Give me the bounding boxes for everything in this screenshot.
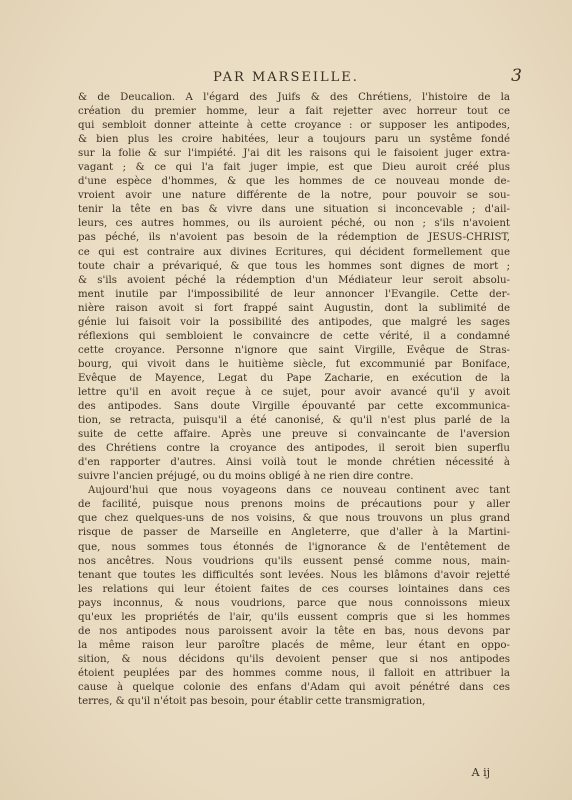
text-line: vagant ; & ce qui l'a fait juger impie, est que Dieu auroit créé plus (78, 162, 510, 174)
text-line: qui sembloit donner atteinte à cette croyance : or supposer les antipodes, (78, 120, 510, 132)
text-line: suite de cette affaire. Après une preuve si convaincante de l'aversion (78, 429, 510, 441)
text-line: nière raison avoit si fort frappé saint Augustin, dont la sublimité de (78, 302, 510, 314)
text-line: risque de passer de Marseille en Angleterre, que d'aller à la Martini- (78, 527, 510, 539)
text-line: tenir la tête en bas & vivre dans une situation si inconcevable ; d'ail- (78, 204, 510, 216)
text-line: que chez quelques-uns de nos voisins, & que nous trouvons un plus grand (78, 513, 510, 525)
text-line: d'en rapporter d'autres. Ainsi voilà tout le monde chrétien nécessité à (78, 457, 510, 469)
text-line: nos ancêtres. Nous voudrions qu'ils eussent pensé comme nous, main- (78, 555, 510, 567)
paragraph-1 (78, 91, 510, 484)
text-line: étoient peuplées par des hommes comme nous, il falloit en attribuer la (78, 667, 510, 679)
text-line: & bien plus les croire habitées, leur a toujours paru un systême fondé (78, 134, 510, 146)
text-line: pays inconnus, & nous voudrions, parce que nous connoissons mieux (78, 597, 510, 609)
text-line: réflexions qui sembloient le convaincre de cette vérité, il a condamné (78, 330, 510, 342)
running-head: PAR MARSEILLE. (213, 70, 359, 85)
text-line: que, nous sommes tous étonnés de l'ignorance & de l'entêtement de (78, 541, 510, 553)
text-line: vroient avoir une nature différente de la notre, pour pouvoir se sou- (78, 190, 510, 202)
text-line: sur la folie & sur l'impiété. J'ai dit les raisons qui le faisoient juger extra- (78, 148, 510, 160)
text-line: de nos antipodes nous paroissent avoir la tête en bas, nous devons par (78, 625, 510, 637)
text-line: cause à quelque colonie des enfans d'Adam qui avoit pénétré dans ces (78, 681, 510, 693)
text-line: des antipodes. Sans doute Virgille épouvanté par cette excommunica- (78, 401, 510, 413)
text-line: pas péché, ils n'avoient pas besoin de la rédemption de JESUS-CHRIST, (78, 232, 510, 244)
text-line: ce qui est contraire aux divines Ecritures, qui décident formellement que (78, 246, 510, 258)
paragraph-2 (78, 484, 510, 709)
text-line: tenant que toutes les difficultés sont levées. Nous les blâmons d'avoir rejetté (78, 569, 510, 581)
text-line: Aujourd'hui que nous voyageons dans ce nouveau continent avec tant (88, 485, 510, 497)
text-line: sition, & nous décidons qu'ils devoient penser que si nos antipodes (78, 653, 510, 665)
text-line: création du premier homme, leur a fait rejetter avec horreur tout ce (78, 106, 510, 118)
text-line: lettre qu'il en avoit reçue à ce sujet, pour avoir avancé qu'il y avoit (78, 386, 510, 398)
signature-mark: A ij (471, 766, 490, 779)
text-line: des Chrétiens contre la croyance des antipodes, il seroit bien superflu (78, 443, 510, 455)
text-line: terres, & qu'il n'étoit pas besoin, pour établir cette transmigration, (78, 696, 426, 708)
text-line: ment inutile par l'impossibilité de leur annoncer l'Evangile. Cette der- (78, 288, 510, 300)
text-line: les relations qui leur étoient faites de ces courses lointaines dans ces (78, 583, 510, 595)
page-number: 3 (511, 66, 522, 86)
text-line: leurs, ces autres hommes, ou ils auroient péché, ou non ; s'ils n'avoient (78, 218, 510, 230)
text-line: Evêque de Mayence, Legat du Pape Zacharie, en exécution de la (78, 372, 510, 384)
text-line: de facilité, puisque nous prenons moins de précautions pour y aller (78, 499, 510, 511)
text-line: suivre l'ancien préjugé, ou du moins obligé à ne rien dire contre. (78, 471, 414, 483)
text-line: qu'eux les propriétés de l'air, qu'ils eussent compris que si les hommes (78, 611, 510, 623)
text-line: génie lui faisoit voir la possibilité des antipodes, que malgré les sages (78, 316, 510, 328)
body-text (78, 91, 510, 709)
text-line: cette croyance. Personne n'ignore que saint Virgille, Evêque de Stras- (78, 344, 510, 356)
text-line: bourg, qui vivoit dans le huitième siècle, fut excommunié par Boniface, (78, 358, 510, 370)
text-line: tion, se retracta, puisqu'il a été canonisé, & qu'il n'est plus parlé de la (78, 415, 510, 427)
text-line: & de Deucalion. A l'égard des Juifs & des Chrétiens, l'histoire de la (78, 92, 510, 103)
text-line: & s'ils avoient péché la rédemption d'un Médiateur leur seroit absolu- (78, 274, 510, 286)
text-line: la même raison leur paroître placés de même, leur étant en oppo- (78, 639, 510, 651)
text-line: toute chair a prévariqué, & que tous les hommes sont dignes de mort ; (78, 260, 510, 272)
text-line: d'une espèce d'hommes, & que les hommes de ce nouveau monde de- (78, 176, 510, 188)
